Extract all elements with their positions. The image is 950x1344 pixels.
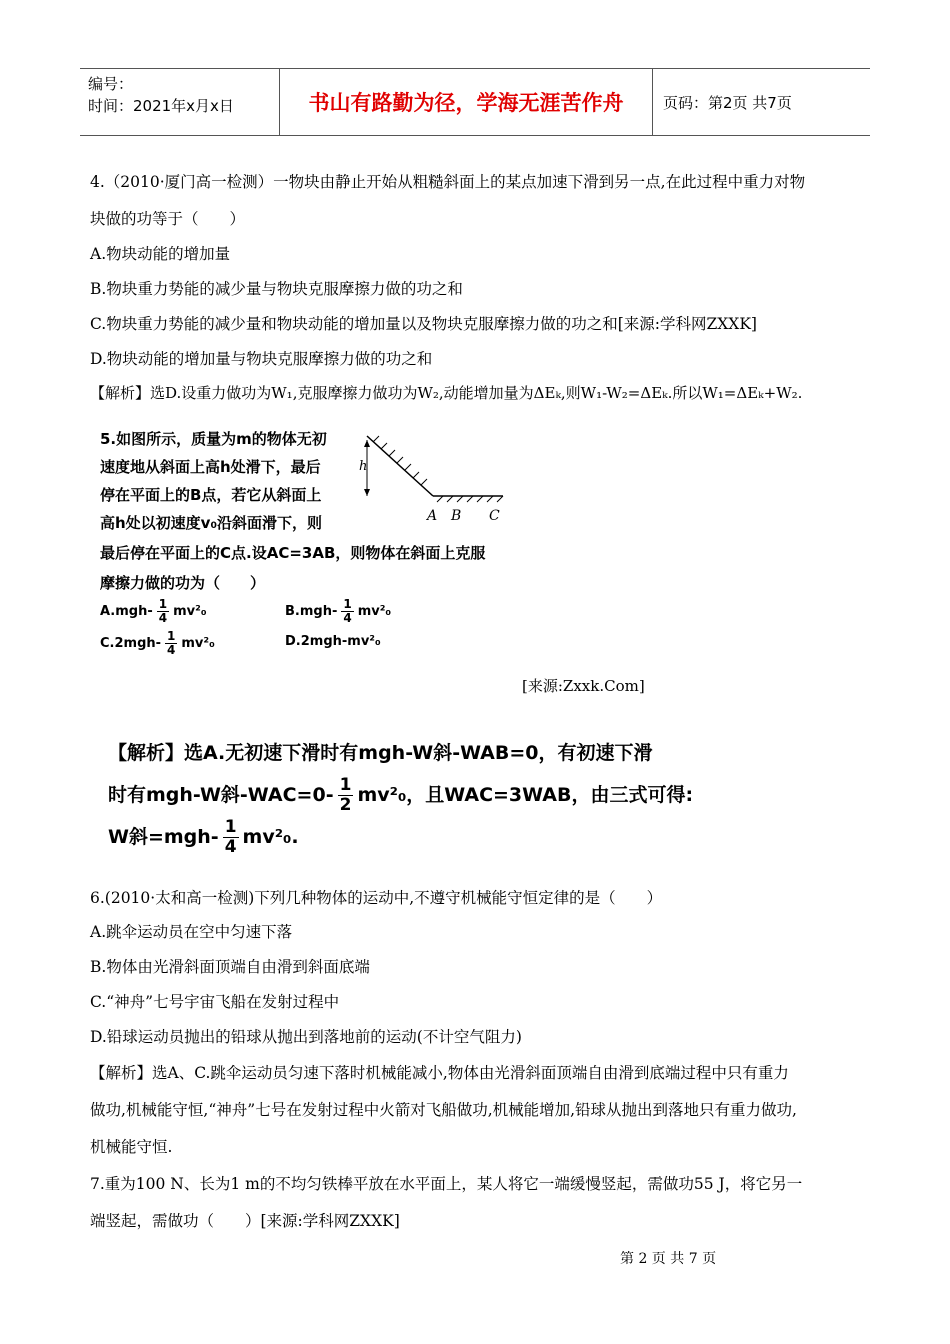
- q6-option-a: A.跳伞运动员在空中匀速下落: [90, 923, 293, 941]
- fraction-half: $\frac{1}{2}$: [339, 775, 352, 815]
- fraction-quarter-a: $\frac{1}{4}$: [158, 597, 168, 625]
- q6-analysis-line1: 【解析】选A、C.跳伞运动员匀速下落时机械能减小,物体由光滑斜面顶端自由滑到底端过程中只有重力: [90, 1064, 789, 1082]
- fig-label-b: B: [451, 508, 462, 524]
- page-header: [80, 68, 870, 136]
- q4-option-a: A.物块动能的增加量: [90, 245, 231, 263]
- q6-option-d: D.铅球运动员抛出的铅球从抛出到落地前的运动(不计空气阻力): [90, 1028, 522, 1046]
- q5-option-b: B.mgh- $\frac{1}{4}$ mv²₀: [285, 597, 392, 625]
- q5-analysis-line2: 时有mgh-W斜-WAC=0- $\frac{1}{2}$ mv²₀，且WAC=3WAB，由三式可得:: [108, 775, 694, 815]
- q7-stem-line2: 端竖起，需做功（ ）[来源:学科网ZXXK]: [90, 1212, 400, 1230]
- q5-line4: 高h处以初速度v₀沿斜面滑下，则: [100, 514, 323, 532]
- q7-stem-line1: 7.重为100 N、长为1 m的不均匀铁棒平放在水平面上，某人将它一端缓慢竖起，需做功55 J，将它另一: [90, 1175, 803, 1193]
- fig-label-c: C: [489, 508, 500, 524]
- q6-option-b: B.物体由光滑斜面顶端自由滑到斜面底端: [90, 958, 370, 976]
- q4-stem-line1: 4.（2010·厦门高一检测）一物块由静止开始从粗糙斜面上的某点加速下滑到另一点,在此过程中重力对物: [90, 173, 806, 191]
- q5-source: [来源:Zxxk.Com]: [522, 677, 645, 695]
- q5-line5: 最后停在平面上的C点.设AC=3AB，则物体在斜面上克服: [100, 544, 486, 562]
- q5-line1: 5.如图所示，质量为m的物体无初: [100, 430, 327, 448]
- q5-option-a: A.mgh- $\frac{1}{4}$ mv²₀: [100, 597, 207, 625]
- page-label: 页码：第2页 共7页: [663, 93, 792, 112]
- q5-line3: 停在平面上的B点，若它从斜面上: [100, 486, 322, 504]
- q4-stem-line2: 块做的功等于（ ）: [90, 210, 246, 228]
- fraction-quarter-result: $\frac{1}{4}$: [224, 817, 237, 857]
- q5-analysis-line1: 【解析】选A.无初速下滑时有mgh-W斜-WAB=0，有初速下滑: [108, 742, 653, 764]
- fraction-quarter-c: $\frac{1}{4}$: [167, 629, 176, 657]
- q6-option-c: C.“神舟”七号宇宙飞船在发射过程中: [90, 993, 340, 1011]
- fraction-quarter-b: $\frac{1}{4}$: [343, 597, 352, 625]
- q4-analysis: 【解析】选D.设重力做功为W₁,克服摩擦力做功为W₂,动能增加量为ΔEₖ,则W₁-W₂=ΔEₖ.所以W₁=ΔEₖ+W₂.: [90, 384, 803, 402]
- date-label: 时间：2021年x月x日: [88, 97, 234, 115]
- fig-label-a: A: [427, 508, 438, 524]
- number-label: 编号：: [88, 75, 134, 93]
- q4-option-b: B.物块重力势能的减少量与物块克服摩擦力做的功之和: [90, 280, 463, 298]
- q5-line6: 摩擦力做的功为（ ）: [100, 574, 266, 592]
- q6-analysis-line3: 机械能守恒.: [90, 1138, 173, 1156]
- q6-analysis-line2: 做功,机械能守恒,“神舟”七号在发射过程中火箭对飞船做功,机械能增加,铅球从抛出到落地只有重力做功,: [90, 1101, 797, 1119]
- fig-label-h: h: [359, 459, 368, 474]
- incline-figure: [355, 432, 515, 528]
- q6-stem: 6.(2010·太和高一检测)下列几种物体的运动中,不遵守机械能守恒定律的是（ ）: [90, 889, 663, 907]
- q5-option-d: D.2mgh-mv²₀: [285, 634, 381, 649]
- q5-option-c: C.2mgh- $\frac{1}{4}$ mv²₀: [100, 629, 215, 657]
- q5-line2: 速度地从斜面上高h处滑下，最后: [100, 458, 321, 476]
- header-meta: [80, 69, 280, 135]
- q5-analysis-line3: W斜=mgh- $\frac{1}{4}$ mv²₀.: [108, 817, 299, 857]
- q4-option-d: D.物块动能的增加量与物块克服摩擦力做的功之和: [90, 350, 433, 368]
- page-footer: 第 2 页 共 7 页: [620, 1251, 717, 1267]
- motto: 书山有路勤为径，学海无涯苦作舟: [280, 69, 653, 135]
- q4-option-c: C.物块重力势能的减少量和物块动能的增加量以及物块克服摩擦力做的功之和[来源:学科网ZXXK]: [90, 315, 757, 333]
